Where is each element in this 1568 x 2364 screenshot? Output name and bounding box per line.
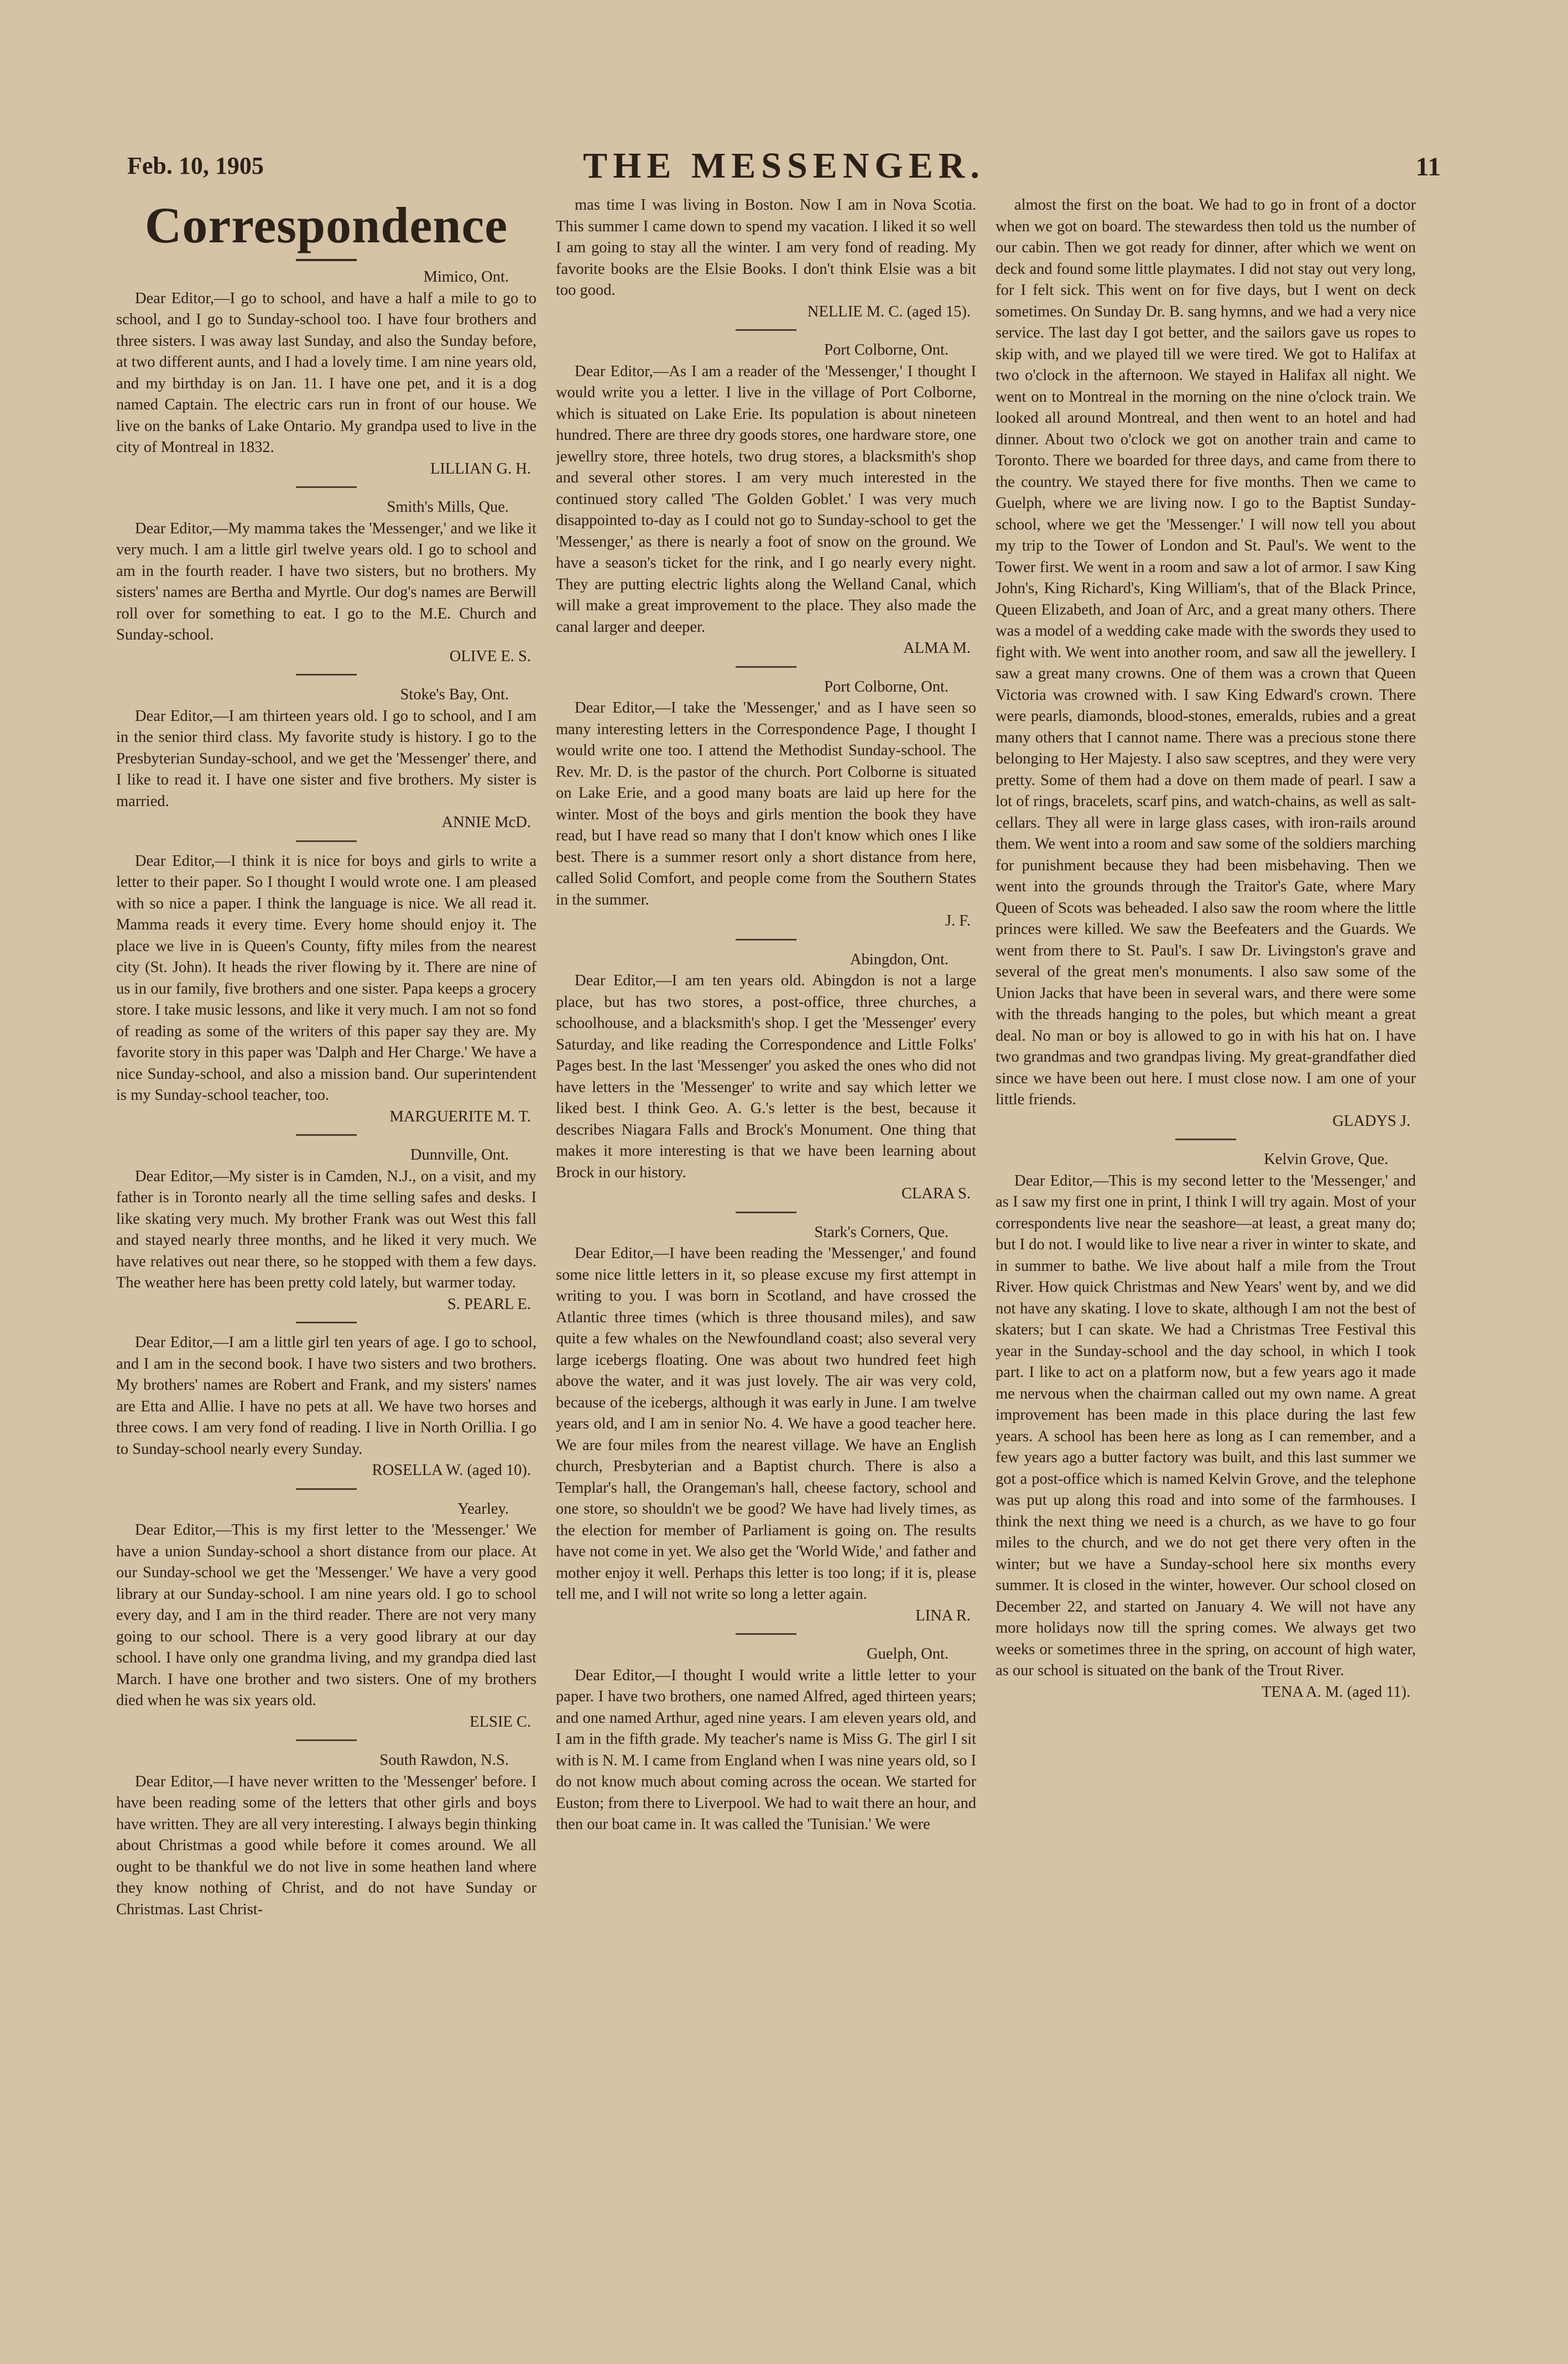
letter-signature: LILLIAN G. H. [430, 460, 531, 477]
letter-body: Dear Editor,—I thought I would write a little letter to your paper. I have two brothers, one named Alfred, aged thirteen years; and one named Arthur, aged nine years. I am eleven years old, and I am in the fifth grade. My teacher's name is Miss G. The girl I sit with is N. M. I came from England when I was nine years old, so I do not know much about coming across the ocean. We started for Euston; from there to Liverpool. We had to wait there an hour, and then our boat came in. It was called the 'Tunisian.' We were [556, 1666, 976, 1833]
letter-separator [736, 939, 796, 941]
letter-body: Dear Editor,—I am thirteen years old. I go to school, and I am in the senior third class. My favorite study is history. I go to the Presbyterian Sunday-school, and we get the 'Messenger' there, and I like to read it. I have one sister and five brothers. My sister is married. [116, 707, 536, 810]
letter [556, 195, 976, 323]
letter-separator [296, 674, 357, 676]
letter-place: Port Colborne, Ont. [824, 341, 949, 359]
letter-signature: TENA A. M. (aged 11). [1262, 1683, 1410, 1701]
letter [116, 267, 536, 480]
letter-place: South Rawdon, N.S. [379, 1752, 509, 1769]
letter-place: Port Colborne, Ont. [824, 678, 949, 695]
letter-separator [296, 1488, 357, 1490]
letter-place: Dunnville, Ont. [410, 1146, 509, 1163]
letter-body: Dear Editor,—I take the 'Messenger,' and as I have seen so many interesting letters in the Correspondence Page, I thought I would write one too. I attend the Methodist Sunday-school. The Rev. Mr. D. is the pastor of the church. Port Colborne is situated on Lake Erie, and a good many boats are laid up here for the winter. Most of the boys and girls mention the book they have read, but I have read so many that I don't know which ones I like best. There is a summer resort only a short distance from here, called Solid Comfort, and people come from the Southern States in the summer. [556, 699, 976, 908]
letter-place: Guelph, Ont. [866, 1645, 949, 1662]
letter [116, 1750, 536, 1920]
letter-place: Smith's Mills, Que. [387, 498, 509, 516]
letter-body: Dear Editor,—I have been reading the 'Messenger,' and found some nice little letters in it, so please excuse my first attempt in writing to you. I was born in Scotland, and have crossed the Atlantic three times (which is three thousand miles), and saw quite a few whales on the Newfoundland coast; also several very large icebergs floating. One was about two hundred feet high above the water, and it was just lovely. The air was very cold, because of the icebergs, although it was early in June. I am twelve years old, and I am in senior No. 4. We have a good teacher here. We are four miles from the nearest village. We have an English church, Presbyterian and a Baptist church. There is also a Templar's hall, the Orangeman's hall, cheese factory, school and one store, so shouldn't we be good? We have had lively times, as the election for member of Parliament is going on. The results have not come in yet. We also get the 'World Wide,' and father and mother enjoy it well. Perhaps this letter is too long; if it is, please tell me, and I will not write so long a letter again. [556, 1245, 976, 1603]
letter-separator [296, 1322, 357, 1323]
letter [116, 1499, 536, 1733]
letter-signature: ELSIE C. [470, 1713, 531, 1731]
letter-body: Dear Editor,—My mamma takes the 'Messenger,' and we like it very much. I am a little girl twelve years old. I go to school and am in the fourth reader. I have two sisters, but no brothers. My sisters' names are Bertha and Myrtle. Our dog's names are Berwill roll over for something to eat. I go to the M.E. Church and Sunday-school. [116, 519, 536, 643]
letter-body: Dear Editor,—This is my second letter to the 'Messenger,' and as I saw my first one in print, I think I will try again. Most of your correspondents live near the seashore—at least, a great many do; but I do not. I would like to live near a river in winter to skate, and in summer to bathe. We live about half a mile from the Trout River. How quick Christmas and New Years' went by, and we did not have any skating. I love to skate, although I am not the best of skaters; but I can skate. We had a Christmas Tree Festival this year in the Sunday-school and the day school, in which I took part. I like to act on a platform now, but a few years ago it made me nervous when the chairman called out my own name. A great improvement has been made in this place during the last few years. A school has been here as long as I can remember, and a few years ago a butter factory was built, and this last summer we got a post-office which is named Kelvin Grove, and the telephone was put up along this road and into some of the farmhouses. I think the next thing we need is a church, as we have to go four miles to the church, and we do not get there very often in the winter; but we have a Sunday-school here six months every summer. It is closed in the winter, however. Our school closed on December 22, and started on January 4. We will not have any more holidays now till the spring comes. We always get two weeks or sometimes three in the spring, on account of high water, as our school is situated on the bank of the Trout River. [996, 1172, 1416, 1679]
letter-separator [296, 1739, 357, 1741]
letter-place: Mimico, Ont. [423, 268, 509, 285]
letter [116, 851, 536, 1128]
letter-separator [736, 1212, 796, 1213]
letter-separator [736, 666, 796, 668]
letter-body: mas time I was living in Boston. Now I am in Nova Scotia. This summer I came down to spend my vacation. I liked it so well I am going to stay all the winter. I am very fond of reading. My favorite books are the Elsie Books. I don't think Elsie was a bit too good. [556, 196, 976, 299]
letter-separator [296, 1134, 357, 1136]
letter-separator [296, 486, 357, 488]
letter-separator [736, 1633, 796, 1635]
letter-body: Dear Editor,—My sister is in Camden, N.J., on a visit, and my father is in Toronto nearly all the time selling safes and desks. I like skating very much. My brother Frank was out West this fall and stayed nearly three months, and he liked it very much. We have relatives out near there, so he stopped with them a few days. The weather here has been pretty cold lately, but warmer today. [116, 1167, 536, 1291]
letter-place: Stoke's Bay, Ont. [400, 686, 509, 703]
column-1 [116, 195, 536, 2319]
letter-signature: GLADYS J. [1332, 1112, 1410, 1130]
section-title: Correspondence [144, 197, 508, 253]
letter-signature: J. F. [945, 912, 971, 929]
letter-signature: LINA R. [915, 1607, 971, 1624]
letter-body: Dear Editor,—I think it is nice for boys and girls to write a letter to their paper. So I thought I would wrote one. I am pleased with so nice a paper. I think the language is nice. We all read it. Mamma reads it every time. Every home should enjoy it. The place we live in is Queen's County, fifty miles from the nearest city (St. John). It heads the river flowing by it. There are nine of us in our family, five brothers and one sister. Papa keeps a grocery store. I take music lessons, and like it very much. I am not so fond of reading as some of the writers of this paper say they are. My favorite story in this paper was 'Dalph and Her Charge.' We have a nice Sunday-school, and also a mission band. Our superintendent is my Sunday-school teacher, too. [116, 852, 536, 1104]
letter [116, 1332, 536, 1482]
letter-place: Abingdon, Ont. [850, 950, 949, 968]
letter [116, 684, 536, 834]
letter-signature: NELLIE M. C. (aged 15). [807, 303, 971, 320]
letter-signature: ALMA M. [903, 640, 971, 657]
letter [556, 949, 976, 1205]
letter-body: Dear Editor,—I am a little girl ten years of age. I go to school, and I am in the second book. I have two sisters and two brothers. My brothers' names are Robert and Frank, and my sisters' names are Etta and Allie. I have no pets at all. We have two horses and three cows. I am very fond of reading. I live in North Orillia. I go to Sunday-school nearly every Sunday. [116, 1334, 536, 1458]
letter [556, 1644, 976, 1836]
letter-place: Yearley. [457, 1500, 509, 1518]
letter-body: Dear Editor,—As I am a reader of the 'Messenger,' I thought I would write you a letter. I live in the village of Port Colborne, which is situated on Lake Erie. Its population is about nineteen hundred. There are three dry goods stores, one hardware store, one jewellry store, three hotels, two drug stores, a blacksmith's shop and several other stores. I am very much interested in the continued story called 'The Golden Goblet.' I was very much disappointed to-day as I could not go to Sunday-school to get the 'Messenger,' as there is nearly a foot of snow on the ground. We have a season's ticket for the rink, and I go nearly every night. They are putting electric lights along the Welland Canal, which will make a great improvement to the place. They also made the canal larger and deeper. [556, 362, 976, 636]
letter-body: Dear Editor,—I go to school, and have a half a mile to go to school, and I go to Sunday-school too. I have four brothers and three sisters. I was away last Sunday, and also the Sunday before, at two different aunts, and I had a lovely time. I am nine years old, and my birthday is on Jan. 11. I have one pet, and it is a dog named Captain. The electric cars run in front of our house. We live on the banks of Lake Ontario. My grandpa used to live in the city of Montreal in 1832. [116, 289, 536, 456]
letter [116, 1145, 536, 1315]
letter-separator [296, 840, 357, 842]
letter [996, 1149, 1416, 1703]
letter-signature: CLARA S. [901, 1185, 971, 1202]
letter-signature: ROSELLA W. (aged 10). [372, 1462, 531, 1479]
letter-body: almost the first on the boat. We had to go in front of a doctor when we got on board. The stewardess then told us the number of our cabin. Then we got ready for dinner, after which we went on deck and found some little playmates. I did not stay out very long, for I felt sick. This went on for five days, but I went on deck sometimes. On Sunday Dr. B. sang hymns, and we had a very nice service. The last day I got better, and the sailors gave us ropes to skip with, and we played till we were tired. We got to Halifax at two o'clock in the afternoon. We stayed in Halifax all night. We went on to Montreal in the morning on the nine o'clock train. We looked all around Montreal, and then went to an hotel and had dinner. About two o'clock we got on another train and came to Toronto. There we boarded for three days, and came from there to the country. We stayed there for five months. Then we came to Guelph, where we are living now. I go to the Baptist Sunday-school, where we get the 'Messenger.' I will now tell you about my trip to the Tower of London and St. Paul's. We went to the Tower first. We went in a room and saw a lot of armor. I saw King John's, King Richard's, King William's, that of the Black Prince, Queen Elizabeth, and Joan of Arc, and a great many others. There was a model of a wedding cake made with the swords they used to fight with. We went into another room, and saw all the jewellery. I saw a great many crowns. One of them was a crown that Queen Victoria was crowned with. I saw King Edward's crown. There were pearls, diamonds, blood-stones, emeralds, rubies and a great many others that I cannot name. There was a precious stone there belonging to Her Majesty. I also saw sceptres, and they were very pretty. Some of them had a dove on them made of pearl. I saw a lot of rings, bracelets, scarf pins, and watch-chains, as well as salt-cellars. They all were in large glass cases, with iron-rails around them. We went into a room and saw some of the soldiers marching for punishment because they had been misbehaving. Then we went into the grounds through the Traitor's Gate, where Mary Queen of Scots was beheaded. I also saw the room where the little princes were killed. We saw the Beefeaters and the Guards. We went from there to St. Paul's. I saw Dr. Livingston's grave and several of the great men's monuments. I also saw some of the Union Jacks that have been in several wars, and there were some with the threads hanging to the poles, but which meant a great deal. No man or boy is allowed to go in with his hat on. I have two grandmas and two grandpas living. My great-grandfather died since we have been out here. I must close now. I am one of your little friends. [996, 196, 1416, 1108]
column-2 [556, 195, 976, 2319]
letter-body: Dear Editor,—I am ten years old. Abingdon is not a large place, but has two stores, a post-office, three churches, a schoolhouse, and a blacksmith's shop. I get the 'Messenger' every Saturday, and like reading the Correspondence and Little Folks' Pages best. In the last 'Messenger' you asked the ones who did not have letters in the 'Messenger' to write and say which letter we liked best. I think Geo. A. G.'s letter is the best, because it describes Niagara Falls and Brock's Monument. One thing that makes it more interesting is that we have been learning about Brock in our history. [556, 972, 976, 1181]
letter-separator [1175, 1139, 1236, 1140]
masthead: THE MESSENGER. [583, 146, 985, 186]
letter [556, 1222, 976, 1627]
letter-place: Stark's Corners, Que. [814, 1223, 949, 1241]
letter-signature: OLIVE E. S. [449, 647, 531, 665]
letter [116, 497, 536, 667]
letter [996, 195, 1416, 1132]
page-number: 11 [1415, 152, 1441, 181]
title-rule [296, 259, 357, 261]
letter [556, 677, 976, 932]
letter-separator [736, 329, 796, 331]
letter-signature: S. PEARL E. [447, 1295, 531, 1313]
letter [556, 340, 976, 659]
letter-body: Dear Editor,—This is my first letter to the 'Messenger.' We have a union Sunday-school a short distance from our place. At our Sunday-school we get the 'Messenger.' We have a very good library at our Sunday-school. I am nine years old. I go to school every day, and I am in the third reader. There are not very many going to our school. There is a very good library at our day school. I have only one grandma living, and my grandpa died last March. I have one brother and two sisters. One of my brothers died when he was six years old. [116, 1521, 536, 1709]
letter-signature: ANNIE McD. [441, 814, 531, 831]
letter-body: Dear Editor,—I have never written to the 'Messenger' before. I have been reading some of the letters that other girls and boys have written. They are all very interesting. I always begin thinking about Christmas a good while before it comes around. We all ought to be thankful we do not live in some heathen land where they know nothing of Christ, and do not have Sunday or Christmas. Last Christ- [116, 1773, 536, 1918]
column-3 [996, 195, 1416, 2319]
issue-date: Feb. 10, 1905 [127, 152, 264, 179]
letter-signature: MARGUERITE M. T. [389, 1108, 531, 1125]
page-header [127, 145, 1441, 189]
letter-place: Kelvin Grove, Que. [1264, 1151, 1388, 1168]
